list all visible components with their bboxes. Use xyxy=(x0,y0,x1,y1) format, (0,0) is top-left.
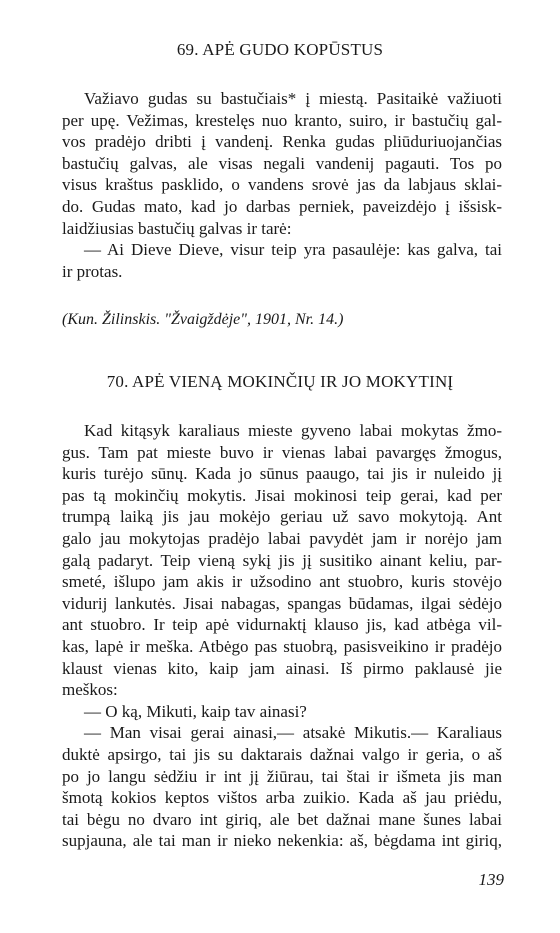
text-line: vidurij lankutės. Jisai nabagas, spangas būdamas, ilgai sėdėjo xyxy=(62,593,502,613)
text-line: pas tą mokinčių mokytis. Jisai mokinosi teip gerai, kad per xyxy=(62,485,502,505)
text-line: trumpą laiką jis jau mokėjo geriau už savo mokytoją. Ant xyxy=(62,507,502,527)
story-text-69 xyxy=(62,88,502,282)
text-line: do. Gudas mato, kad jo darbas perniek, paveizdėjo į išsisk- xyxy=(62,196,502,216)
text-line: ant stuobro. Ir teip apė vidurnaktį klauso jis, kad atbėga vil- xyxy=(62,615,502,635)
text-line: — Man visai gerai ainasi,— atsakė Mikutis.— Karaliaus xyxy=(84,723,502,743)
text-line: visus kraštus pasklido, o vandens srovė jas da labjaus sklai- xyxy=(62,175,502,195)
text-line: duktė apsirgo, tai jis su daktarais dažnai valgo ir geria, o aš xyxy=(62,744,502,764)
text-line: gus. Tam pat mieste buvo ir vienas labai pavargęs žmogus, xyxy=(62,442,502,462)
text-line: — Ai Dieve Dieve, visur teip yra pasaulėje: kas galva, tai xyxy=(84,240,502,260)
story-text-70 xyxy=(62,420,502,852)
story-title-70: 70. APĖ VIENĄ MOKINČIŲ IR JO MOKYTINĮ xyxy=(106,372,454,391)
text-line: — O ką, Mikuti, kaip tav ainasi? xyxy=(84,701,307,721)
text-line: supjauna, ale tai man ir nieko nekenkia: aš, bėgdama int giriq, xyxy=(62,831,502,851)
text-line: šmotą kokios keptos vištos arba zuikio. Kada aš jau priėdu, xyxy=(62,788,502,808)
page-number: 139 xyxy=(478,870,504,889)
text-line: klaust vienas kito, kaip jam ainasi. Iš pirmo paklausė jie xyxy=(62,658,502,678)
text-line: laidžiusias bastučių galvas ir tarė: xyxy=(62,218,292,238)
text-line: ir protas. xyxy=(62,261,123,281)
text-line: meškos: xyxy=(62,680,118,700)
text-line: bastučių galvas, ale visas negali vandenij pagauti. Tos po xyxy=(62,153,502,173)
text-line: Važiavo gudas su bastučiais* į miestą. Pasitaikė važiuoti xyxy=(84,89,502,108)
text-line: Kad kitąsyk karaliaus mieste gyveno labai mokytas žmo- xyxy=(84,421,502,440)
text-line: kuris turėjo sūnų. Kada jo sūnus paaugo, tai jis ir nuleido jį xyxy=(62,464,502,484)
text-line: per upę. Vežimas, krestelęs nuo kranto, suiro, ir bastučių gal- xyxy=(62,110,502,130)
text-line: vos pradėjo dribti į vandenį. Renka gudas pliūduriuojančias xyxy=(62,132,502,152)
text-line: smeté, išlupo jam akis ir užsodino ant stuobro, kuris stovėjo xyxy=(62,572,502,592)
source-citation: (Kun. Žilinskis. "Žvaigždėje", 1901, Nr. 14.) xyxy=(62,311,344,328)
text-line: tai bėgu no dvaro int giriq, ale bet dažnai mane šunes labai xyxy=(62,809,502,829)
text-line: galą padaryt. Teip vieną sykį jis jį susitiko ainant keliu, par- xyxy=(62,550,502,570)
text-line: kas, lapė ir meška. Atbėgo pas stuobrą, pasisveikino ir pradėjo xyxy=(62,636,502,656)
text-line: po jo langu sėdžiu ir int jį žiūrau, tai štai ir išmeta jis man xyxy=(62,766,502,786)
text-line: galo jau mokytojas pradėjo labai pavydėt jam ir norėjo jam xyxy=(62,528,502,548)
story-title-69: 69. APĖ GUDO KOPŪSTUS xyxy=(176,40,384,59)
